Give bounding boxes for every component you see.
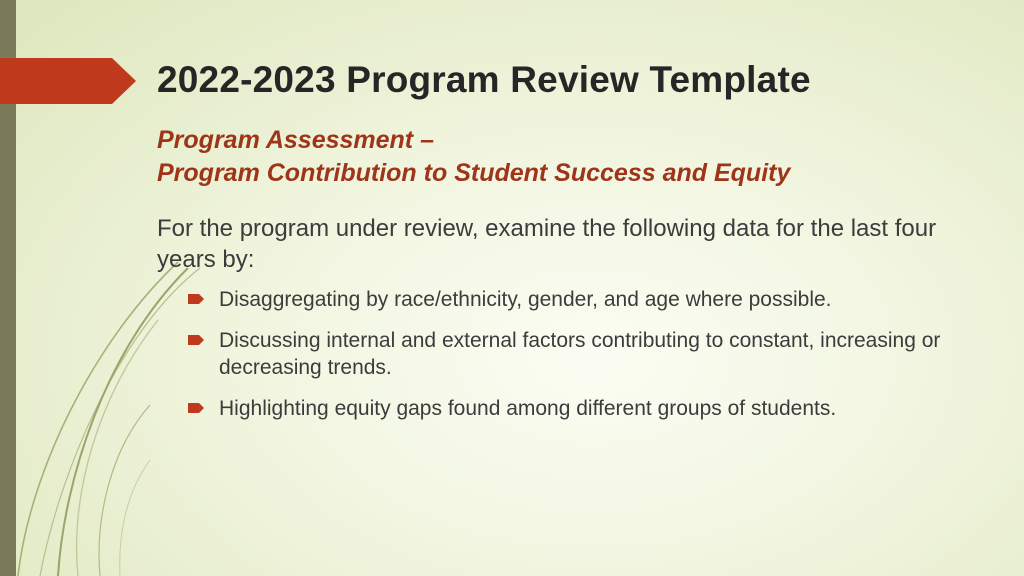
bullet-text: Discussing internal and external factors contributing to constant, increasing or decreasing trends. — [219, 328, 941, 379]
bullet-item — [188, 286, 988, 314]
subtitle-line-1: Program Assessment – — [157, 126, 434, 154]
bullet-item — [188, 395, 988, 423]
bullet-text: Highlighting equity gaps found among different groups of students. — [219, 396, 837, 420]
bullet-list — [188, 286, 988, 435]
bullet-arrow-icon — [188, 335, 204, 345]
slide-subtitle — [157, 124, 790, 190]
arrow-pentagon-icon — [0, 58, 136, 104]
subtitle-line-2: Program Contribution to Student Success and Equity — [157, 159, 791, 187]
bullet-item — [188, 327, 988, 382]
bullet-arrow-icon — [188, 294, 204, 304]
slide-title: 2022-2023 Program Review Template — [157, 59, 811, 100]
bullet-arrow-icon — [188, 403, 204, 413]
intro-paragraph: For the program under review, examine the following data for the last four years by: — [157, 215, 937, 273]
bullet-text: Disaggregating by race/ethnicity, gender, and age where possible. — [219, 288, 832, 311]
